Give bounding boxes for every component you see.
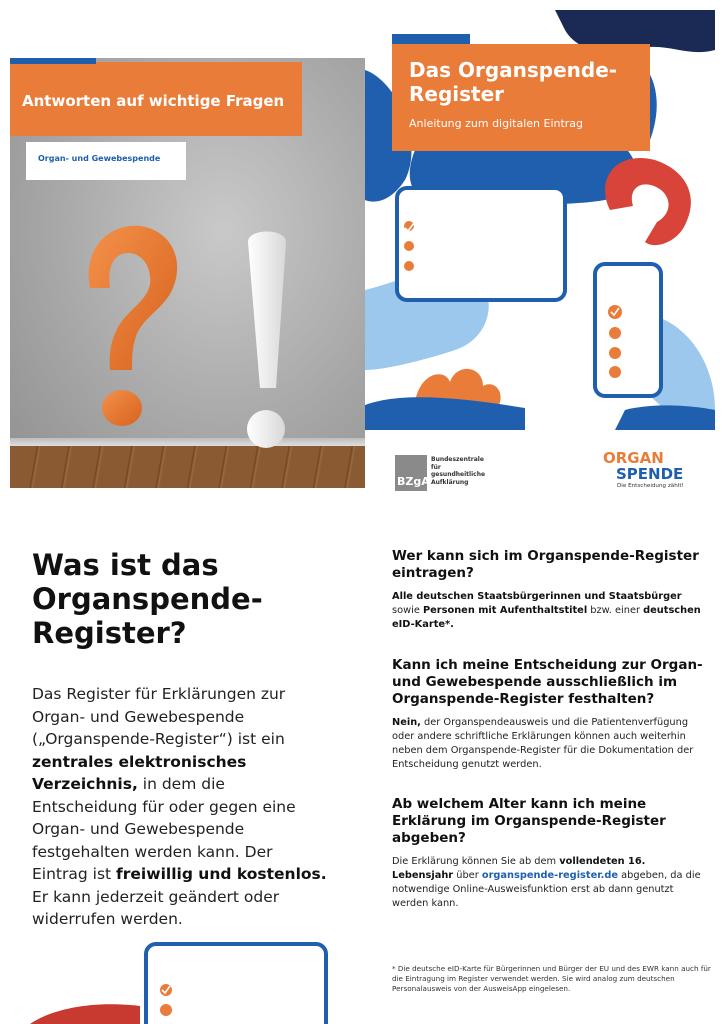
bzga-line: Aufklärung: [431, 478, 469, 486]
bottom-illustration: [30, 940, 340, 1024]
right-header-band: [392, 44, 650, 151]
tablet-illustration: [30, 940, 340, 1024]
faq-answer-1: [392, 590, 707, 632]
answer-text: bzw. einer: [587, 605, 644, 616]
intro-text: in dem die Entscheidung für oder gegen eine Organ- und Gewebespende festgehalten werden kann. Der Eintrag ist: [32, 775, 296, 883]
answer-text: Die Erklärung können Sie ab dem: [392, 856, 560, 867]
left-flyer-subtitle: Organ- und Gewebespende: [38, 154, 161, 163]
heading-line: Register?: [32, 616, 187, 650]
answer-text: sowie: [392, 605, 423, 616]
bzga-line: für: [431, 463, 441, 471]
question-mark-icon: [70, 218, 190, 448]
faq-question-2: Kann ich meine Entscheidung zur Organ- und Gewebespende ausschließlich im Organspende-Register festhalten?: [392, 657, 703, 707]
exclamation-mark-icon: [240, 224, 300, 454]
intro-text: Er kann jederzeit geändert oder widerrufen werden.: [32, 887, 280, 928]
intro-bold: zentrales elektronisches Verzeichnis,: [32, 752, 247, 793]
bzga-line: Bundeszentrale: [431, 456, 484, 463]
left-flyer: [10, 58, 365, 488]
left-header-band: [10, 62, 302, 136]
bzga-name: [431, 456, 485, 486]
bzga-logo: [395, 455, 430, 491]
organ-logo-tagline: Die Entscheidung zählt!: [617, 483, 684, 489]
bzga-line: gesundheitliche: [431, 471, 486, 478]
answer-bold: deutschen eID-Karte*.: [392, 605, 701, 630]
answer-text: der Organspendeausweis und die Patientenverfügung oder andere schriftliche Erklärungen können auch weiterhin neben dem Organspende-Register für die Dokumentation der Entscheidung genutzt werden.: [392, 717, 694, 770]
answer-bold: Personen mit Aufenthaltstitel: [422, 605, 588, 616]
answer-bold: Nein,: [392, 717, 421, 728]
answer-text: abgeben, da die notwendige Online-Ausweisfunktion erst ab dann genutzt werden kann.: [392, 870, 701, 909]
faq-question-1: Wer kann sich im Organspende-Register eintragen?: [392, 548, 699, 581]
answer-text: über: [453, 870, 482, 881]
faq-answer-3: [392, 855, 707, 911]
organspende-logo: [603, 450, 711, 489]
bzga-logo-text: BZgA: [397, 475, 430, 488]
right-flyer-subtitle: Anleitung zum digitalen Eintrag: [409, 117, 584, 130]
organ-logo-bottom: SPENDE: [616, 465, 684, 483]
right-flyer-title: Das Organspende-Register: [409, 58, 618, 106]
main-heading: [32, 548, 332, 650]
main-intro-paragraph: [32, 683, 332, 931]
wooden-floor: [10, 446, 365, 488]
answer-bold: Alle deutschen Staatsbürgerinnen und Staatsbürger: [392, 591, 682, 602]
answer-bold: vollendeten 16. Lebensjahr: [392, 856, 646, 881]
faq-question-3: Ab welchem Alter kann ich meine Erklärung im Organspende-Register abgeben?: [392, 796, 666, 846]
footnote: * Die deutsche eID-Karte für Bürgerinnen und Bürger der EU und des EWR kann auch für die Eintragung im Register verwendet werden. Sie wird analog zum deutschen Personalausweis von der AusweisApp eingelesen.: [392, 964, 711, 993]
intro-text: Das Register für Erklärungen zur Organ- und Gewebespende („Organspende-Register“) ist ein: [32, 685, 286, 748]
faq-answer-2: [392, 716, 707, 772]
header-tab: [10, 58, 96, 64]
intro-bold: freiwillig und kostenlos.: [116, 865, 327, 883]
right-header-tab: [392, 34, 470, 44]
left-flyer-title: Antworten auf wichtige Fragen: [22, 92, 285, 110]
right-flyer: [365, 10, 715, 510]
heading-line: Organspende-: [32, 582, 263, 616]
organ-logo-top: ORGAN: [603, 449, 664, 467]
left-subtitle-box: [26, 142, 186, 180]
heading-line: Was ist das: [32, 548, 219, 582]
register-link[interactable]: organspende-register.de: [481, 870, 619, 881]
